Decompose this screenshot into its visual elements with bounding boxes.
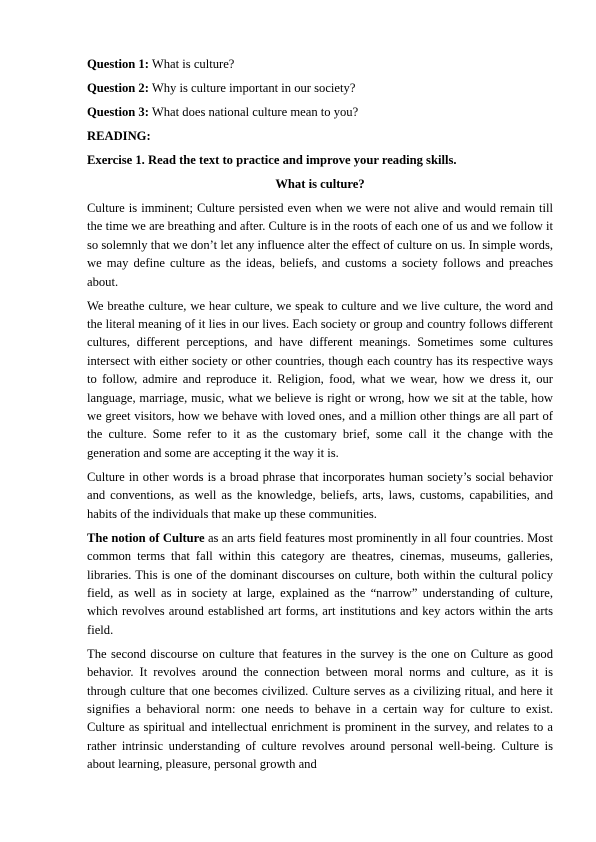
paragraph-5: The second discourse on culture that features in the survey is the one on Culture as good behavior. It revolves around the connection between moral norms and culture, as it is through culture that one becomes civilized. Culture serves as a civilizing ritual, and here it signifies a behavioral norm: one needs to behave in a certain way for culture to exist. Culture as spiritual and intellectual enrichment is prominent in the survey, and relates to a rather intrinsic understanding of culture revolves around personal well-being. Culture is about learning, pleasure, personal growth and [87,646,553,772]
question-1-text: What is culture? [148,57,235,71]
question-1 [87,55,553,73]
question-3 [87,103,553,121]
exercise-instruction: Exercise 1. Read the text to practice and improve your reading skills. [87,153,457,167]
paragraph-4 [87,529,553,639]
question-1-label: Question 1: [87,57,149,71]
paragraph-4-bold-lead: The notion of Culture [87,530,205,545]
paragraph-3: Culture in other words is a broad phrase that incorporates human society’s social behavior and conventions, as well as the knowledge, beliefs, arts, laws, customs, capabilities, and habits of the individuals that make up these communities. [87,469,553,521]
paragraph-1: Culture is imminent; Culture persisted even when we were not alive and would remain till the time we are breathing and after. Culture is in the roots of each one of us and we follow it so solemnly that we don’t let any influence alter the effect of culture on us. In simple words, we may define culture as the ideas, beliefs, and customs a society follows and preaches about. [87,201,553,289]
question-2-text: Why is culture important in our society? [148,81,356,95]
question-2-label: Question 2: [87,81,149,95]
text-title: What is culture? [275,177,365,191]
question-3-text: What does national culture mean to you? [148,105,359,119]
paragraph-4-text: as an arts field features most prominently in all four countries. Most common terms that fall within this category are theatres, cinemas, museums, galleries, libraries. This is one of the dominant discourses on culture, both within the cultural policy field, as well as in society at large, explained as the “narrow” understanding of culture, which revolves around established art forms, art institutions and key actors within the arts field. [87,530,553,637]
document-page [87,55,553,779]
question-2 [87,79,553,97]
question-3-label: Question 3: [87,105,149,119]
paragraph-2: We breathe culture, we hear culture, we speak to culture and we live culture, the word and the literal meaning of it lies in our lives. Each society or group and country follows different cultures, different perceptions, and have different meanings. Sometimes some cultures intersect with either society or other countries, though each country has its respective ways to follow, admire and reproduce it. Religion, food, what we wear, how we dress it, our language, marriage, music, what we believe is right or wrong, how we sit at the table, how we greet visitors, how we behave with loved ones, and a million other things are all part of the culture. Some refer to it as the customary brief, some call it the change with the generation and some are accepting it the way it is. [87,298,553,460]
reading-heading: READING: [87,129,151,143]
